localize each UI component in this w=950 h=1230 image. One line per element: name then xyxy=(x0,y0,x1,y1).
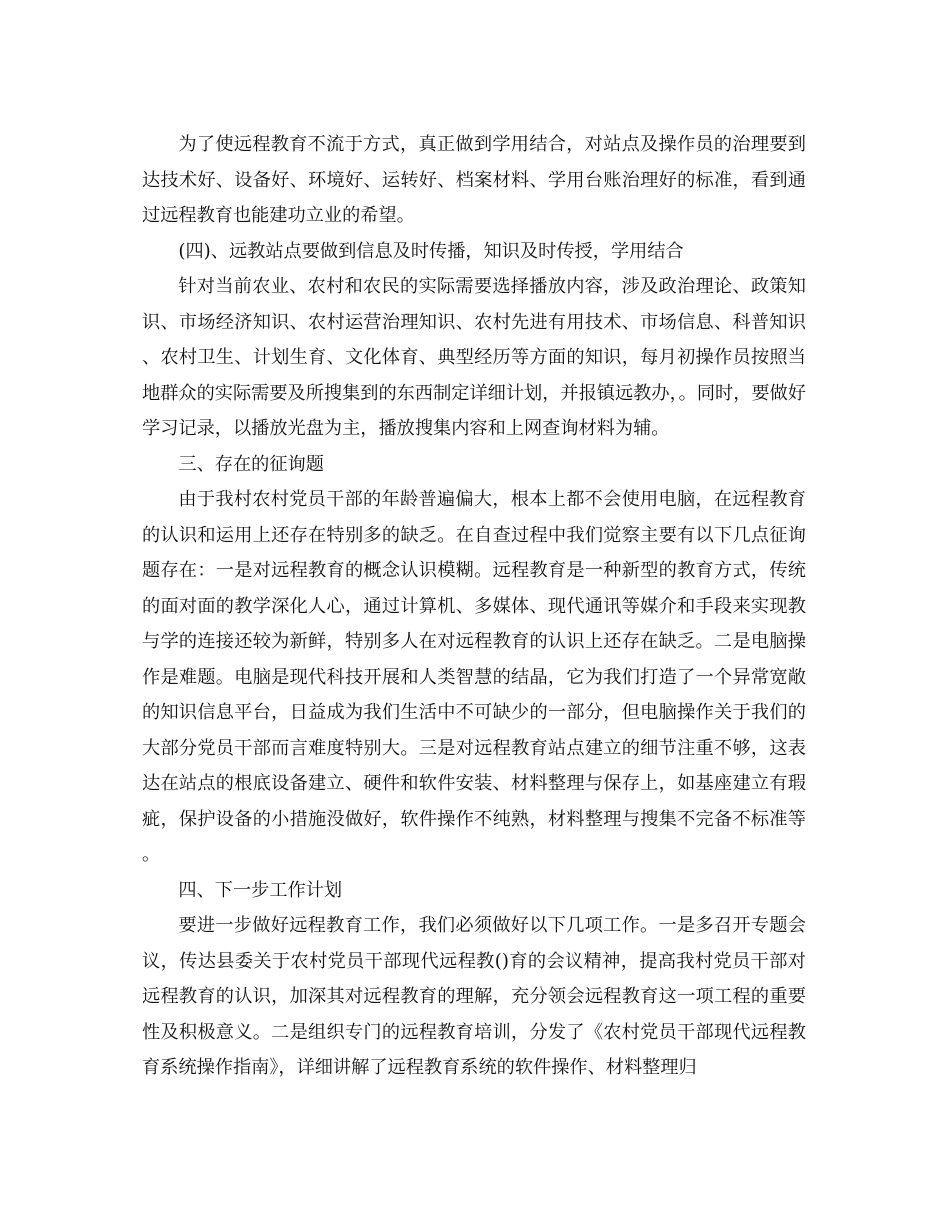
paragraph-broadcast-content: 针对当前农业、农村和农民的实际需要选择播放内容，涉及政治理论、政策知识、市场经济知识、农村运营治理知识、农村先进有用技术、市场信息、科普知识、农村卫生、计划生育、文化体育、典型经历等方面的知识，每月初操作员按照当地群众的实际需要及所搜集到的东西制定详细计划，并报镇远教办，。同时，要做好学习记录，以播放光盘为主，播放搜集内容和上网查询材料为辅。 xyxy=(142,276,806,439)
paragraph-problems-detail: 由于我村农村党员干部的年龄普遍偏大，根本上都不会使用电脑，在远程教育的认识和运用上还存在特别多的缺乏。在自查过程中我们觉察主要有以下几点征询题存在：一是对远程教育的概念认识模糊。远程教育是一种新型的教育方式，传统的面对面的教学深化人心，通过计算机、多媒体、现代通讯等媒介和手段来实现教与学的连接还较为新鲜，特别多人在对远程教育的认识上还存在缺乏。二是电脑操作是难题。电脑是现代科技开展和人类智慧的结晶，它为我们打造了一个异常宽敞的知识信息平台，日益成为我们生活中不可缺少的一部分，但电脑操作关于我们的大部分党员干部而言难度特别大。三是对远程教育站点建立的细节注重不够，这表达在站点的根底设备建立、硬件和软件安装、材料整理与保存上，如基座建立有瑕疵，保护设备的小措施没做好，软件操作不纯熟，材料整理与搜集不完备不标准等。 xyxy=(142,489,806,865)
paragraph-next-steps-detail: 要进一步做好远程教育工作，我们必须做好以下几项工作。一是多召开专题会议，传达县委关于农村党员干部现代远程教()育的会议精神，提高我村党员干部对远程教育的认识，加深其对远程教育的理解，充分领会远程教育这一项工程的重要性及积极意义。二是组织专门的远程教育培训，分发了《农村党员干部现代远程教育系统操作指南》，详细讲解了远程教育系统的软件操作、材料整理归 xyxy=(142,915,806,1078)
heading-section-four-sub: (四)、远教站点要做到信息及时传播，知识及时传授，学用结合 xyxy=(178,240,684,262)
heading-next-steps: 四、下一步工作计划 xyxy=(178,879,343,901)
document-body xyxy=(142,127,806,1086)
heading-existing-problems: 三、存在的征询题 xyxy=(178,453,324,475)
paragraph-site-management: 为了使远程教育不流于方式，真正做到学用结合，对站点及操作员的治理要到达技术好、设备好、环境好、运转好、档案材料、学用台账治理好的标准，看到通过远程教育也能建功立业的希望。 xyxy=(142,134,806,226)
